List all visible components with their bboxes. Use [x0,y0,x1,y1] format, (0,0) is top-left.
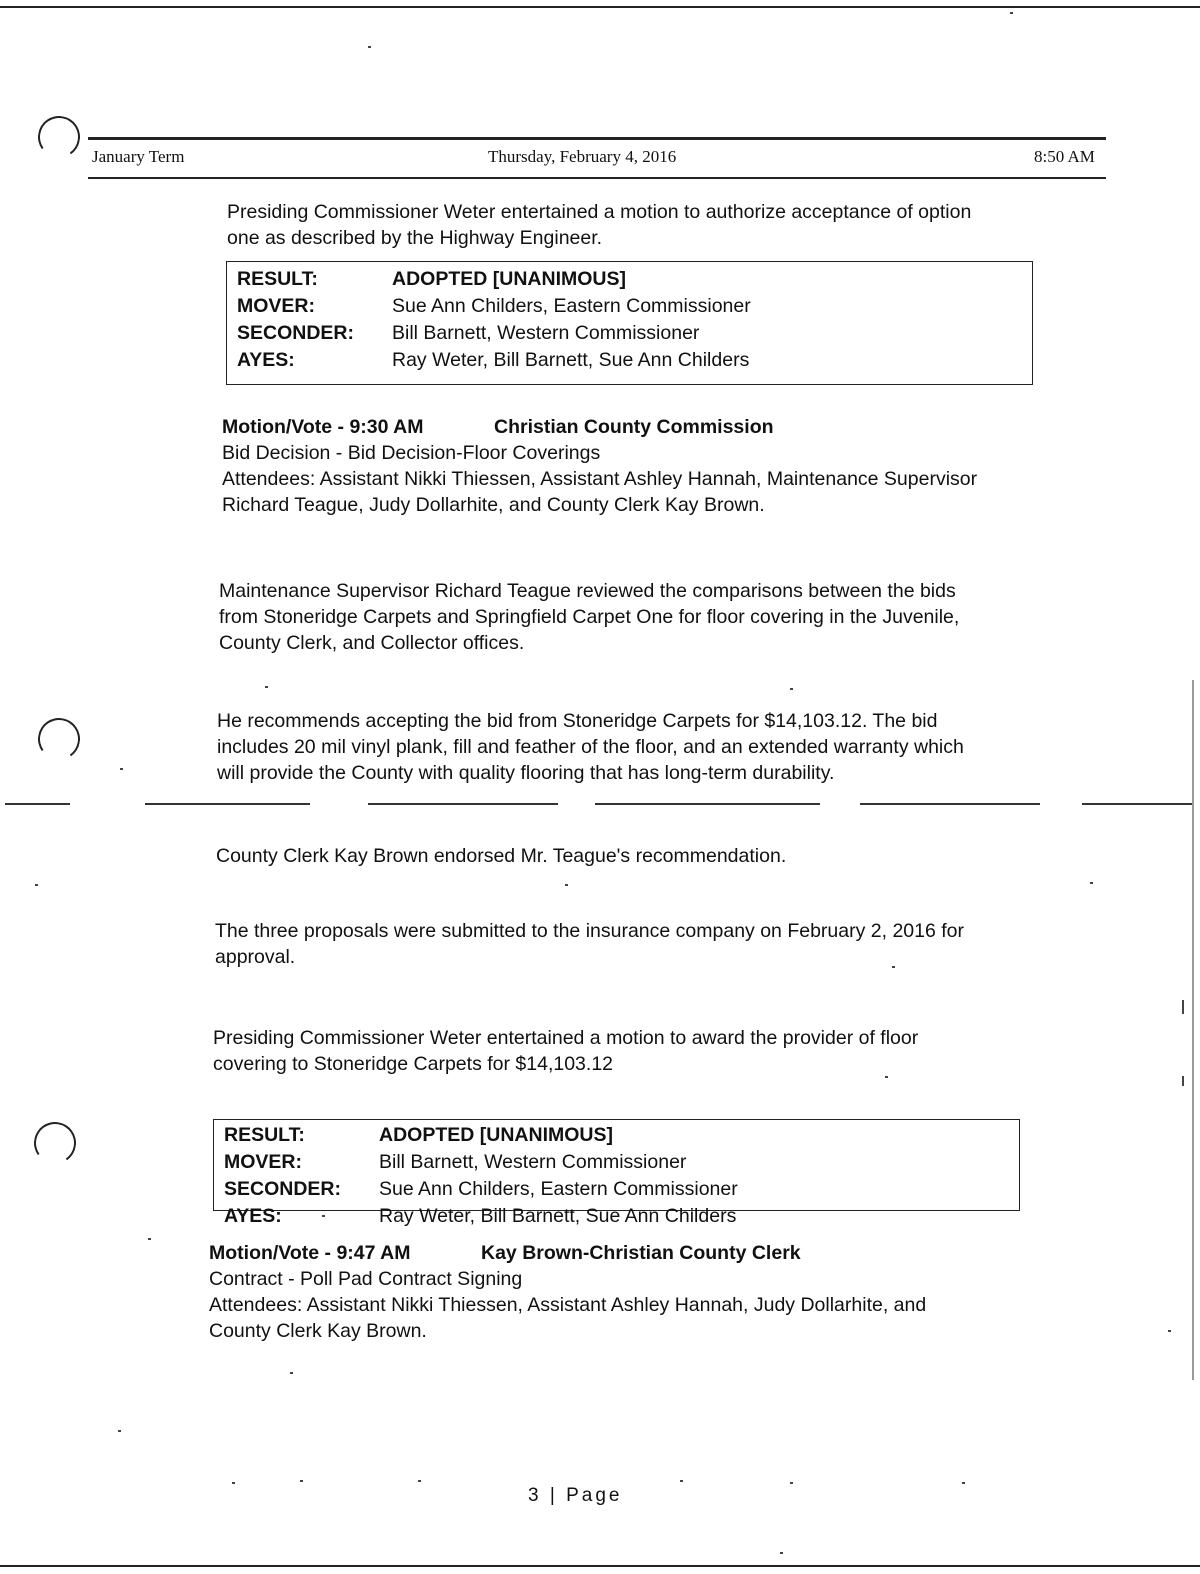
motion-attendees-line-2: Richard Teague, Judy Dollarhite, and County Clerk Kay Brown. [222,494,765,516]
paragraph-endorsement [216,843,1116,869]
scan-speck [368,46,371,48]
paragraph-motion-award [213,1025,1113,1077]
scan-speck [418,1480,421,1482]
scan-speck [265,686,268,688]
intro-line-2: one as described by the Highway Engineer. [227,227,603,249]
page-word: Page [566,1485,623,1506]
paragraph-line: County Clerk, and Collector offices. [219,632,525,654]
paragraph-line: covering to Stoneridge Carpets for $14,103.12 [213,1053,614,1075]
scan-speck [790,1482,793,1484]
motion-heading-time: Motion/Vote - 9:30 AM [222,416,424,438]
vote-row-seconder [227,320,751,347]
vote-value: ADOPTED [UNANIMOUS] [392,268,626,290]
vote-value: Ray Weter, Bill Barnett, Sue Ann Childers [379,1205,737,1227]
scan-speck [1090,882,1093,884]
right-scan-edge [1192,680,1194,1380]
scan-speck [885,1076,888,1078]
binder-hole-bottom [31,1119,80,1168]
motion-attendees-line-1: Attendees: Assistant Nikki Thiessen, Assistant Ashley Hannah, Maintenance Supervisor [222,468,978,490]
vote-value: Bill Barnett, Western Commissioner [379,1151,687,1173]
motion-subject: Bid Decision - Bid Decision-Floor Coverings [222,442,601,464]
vote-key: MOVER: [224,1151,302,1173]
header-term: January Term [92,147,185,166]
vote-row-ayes [214,1203,738,1230]
motion-subject: Contract - Poll Pad Contract Signing [209,1268,523,1290]
header-time: 8:50 AM [1034,147,1095,166]
motion-item-1 [222,414,1102,518]
paragraph-line: The three proposals were submitted to the insurance company on February 2, 2016 for [215,920,964,942]
paragraph-teague-review [219,578,1109,656]
scan-dash-line [595,803,820,805]
scan-dash-line [145,803,310,805]
scan-speck [892,966,895,968]
scan-dash-line [368,803,558,805]
top-scan-edge [0,6,1200,8]
header-top-rule [88,137,1106,140]
paragraph-line: approval. [215,946,296,968]
page-number: 3 [528,1485,542,1506]
vote-key: MOVER: [237,295,315,317]
vote-key: AYES: [224,1205,282,1227]
scan-speck [322,1215,325,1217]
motion-heading-body: Christian County Commission [494,416,774,438]
motion-heading-1 [222,414,1102,440]
scan-dash-line [860,803,1040,805]
binder-hole-middle [35,715,84,764]
paragraph-insurance [215,918,1115,970]
scan-speck [35,884,38,886]
scan-speck [120,768,123,770]
vote-key: RESULT: [237,268,318,290]
binder-hole-top [35,113,84,162]
scan-speck [232,1482,235,1484]
scan-speck [1182,1076,1184,1086]
paragraph-line: from Stoneridge Carpets and Springfield Carpet One for floor covering in the Juvenile, [219,606,960,628]
vote-key: AYES: [237,349,295,371]
motion-heading-body: Kay Brown-Christian County Clerk [481,1242,801,1264]
intro-paragraph [227,199,1107,251]
paragraph-line: County Clerk Kay Brown endorsed Mr. Teague's recommendation. [216,845,787,867]
scan-dash-line [1082,803,1192,805]
paragraph-line: includes 20 mil vinyl plank, fill and feather of the floor, and an extended warranty which [217,736,964,758]
vote-value: ADOPTED [UNANIMOUS] [379,1124,613,1146]
vote-value: Bill Barnett, Western Commissioner [392,322,700,344]
scan-speck [680,1480,683,1482]
motion-item-2 [209,1240,1089,1344]
scan-speck [118,1430,121,1432]
page-separator: | [549,1485,558,1506]
intro-line-1: Presiding Commissioner Weter entertained a motion to authorize acceptance of option [227,201,972,223]
vote-table-2 [214,1122,738,1230]
vote-key: RESULT: [224,1124,305,1146]
vote-key: SECONDER: [237,322,355,344]
motion-attendees-line-2: County Clerk Kay Brown. [209,1320,427,1342]
vote-row-seconder [214,1176,738,1203]
paragraph-line: Presiding Commissioner Weter entertained a motion to award the provider of floor [213,1027,919,1049]
paragraph-line: will provide the County with quality flooring that has long-term durability. [217,762,835,784]
page-footer [528,1485,622,1507]
motion-attendees-line-1: Attendees: Assistant Nikki Thiessen, Assistant Ashley Hannah, Judy Dollarhite, and [209,1294,927,1316]
vote-row-result [227,266,751,293]
vote-row-mover [214,1149,738,1176]
vote-row-result [214,1122,738,1149]
vote-key: SECONDER: [224,1178,342,1200]
vote-row-ayes [227,347,751,374]
scan-speck [1182,1000,1184,1014]
scan-speck [300,1480,303,1482]
scan-speck [962,1482,965,1484]
scan-speck [1168,1330,1171,1332]
bottom-scan-edge [0,1565,1200,1567]
vote-table-1 [227,266,751,374]
motion-heading-time: Motion/Vote - 9:47 AM [209,1242,411,1264]
vote-result-box-1 [226,261,1033,385]
vote-value: Sue Ann Childers, Eastern Commissioner [392,295,751,317]
paragraph-line: Maintenance Supervisor Richard Teague reviewed the comparisons between the bids [219,580,956,602]
scan-speck [1010,12,1013,14]
vote-row-mover [227,293,751,320]
scan-dash-line [5,803,70,805]
header-bottom-rule [88,177,1106,179]
scan-speck [565,884,568,886]
scan-speck [290,1372,293,1374]
header-date: Thursday, February 4, 2016 [488,147,677,166]
paragraph-line: He recommends accepting the bid from Stoneridge Carpets for $14,103.12. The bid [217,710,938,732]
motion-heading-2 [209,1240,1089,1266]
vote-result-box-2 [213,1119,1020,1227]
scan-speck [790,688,793,690]
vote-value: Sue Ann Childers, Eastern Commissioner [379,1178,738,1200]
scan-speck [780,1552,783,1554]
vote-value: Ray Weter, Bill Barnett, Sue Ann Childers [392,349,750,371]
paragraph-recommendation [217,708,1117,786]
scan-speck [148,1238,151,1240]
